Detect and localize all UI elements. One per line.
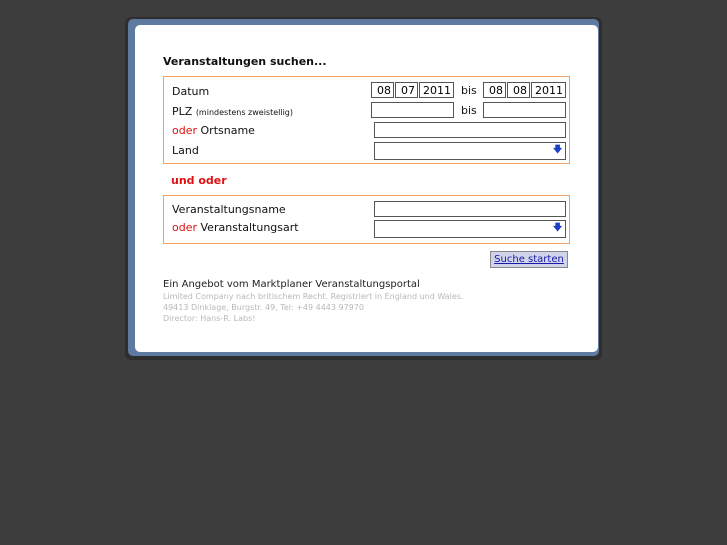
legal-line-3: Director: Hans-R. Labs!	[163, 314, 256, 323]
window-frame	[125, 17, 602, 360]
search-submit-button[interactable]: Suche starten	[490, 251, 568, 268]
bis-label: bis	[461, 104, 477, 117]
veranstaltungsname-label: Veranstaltungsname	[172, 203, 286, 216]
ortsname-label	[172, 124, 255, 137]
legal-line-2: 49413 Dinklage, Burgstr. 49, Tel: +49 4443 97970	[163, 303, 364, 312]
land-label: Land	[172, 144, 199, 157]
plz-label	[172, 105, 293, 118]
oder-label: oder	[172, 221, 198, 234]
und-oder-label: und oder	[171, 174, 227, 187]
legal-line-1: Limited Company nach britischem Recht. Registriert in England und Wales.	[163, 292, 464, 301]
veranstaltungsart-label-text: Veranstaltungsart	[200, 221, 299, 234]
search-panel	[135, 25, 598, 352]
arrow-down-icon: 🡇	[553, 223, 563, 233]
legal-text	[163, 291, 464, 324]
datum-label: Datum	[172, 85, 210, 98]
event-group	[163, 195, 570, 244]
veranstaltungsart-select[interactable]	[374, 220, 566, 238]
veranstaltungsname-input[interactable]	[374, 201, 566, 217]
ortsname-input[interactable]	[374, 122, 566, 138]
date-from-month[interactable]	[395, 82, 418, 98]
bis-label: bis	[461, 84, 477, 97]
page-title: Veranstaltungen suchen...	[163, 55, 327, 68]
plz-hint: (mindestens zweistellig)	[195, 108, 294, 117]
date-to-year[interactable]	[531, 82, 566, 98]
date-from-year[interactable]	[419, 82, 454, 98]
date-to-month[interactable]	[507, 82, 530, 98]
window-border	[128, 19, 599, 356]
oder-label: oder	[172, 124, 198, 137]
date-from-day[interactable]	[371, 82, 394, 98]
plz-from-input[interactable]	[371, 102, 454, 118]
plz-to-input[interactable]	[483, 102, 566, 118]
arrow-down-icon: 🡇	[553, 145, 563, 155]
offer-text: Ein Angebot vom Marktplaner Veranstaltungsportal	[163, 279, 420, 290]
plz-label-text: PLZ	[172, 105, 193, 118]
location-date-group	[163, 76, 570, 164]
date-to-day[interactable]	[483, 82, 506, 98]
land-select[interactable]	[374, 142, 566, 160]
ortsname-label-text: Ortsname	[200, 124, 255, 137]
veranstaltungsart-label	[172, 221, 299, 234]
